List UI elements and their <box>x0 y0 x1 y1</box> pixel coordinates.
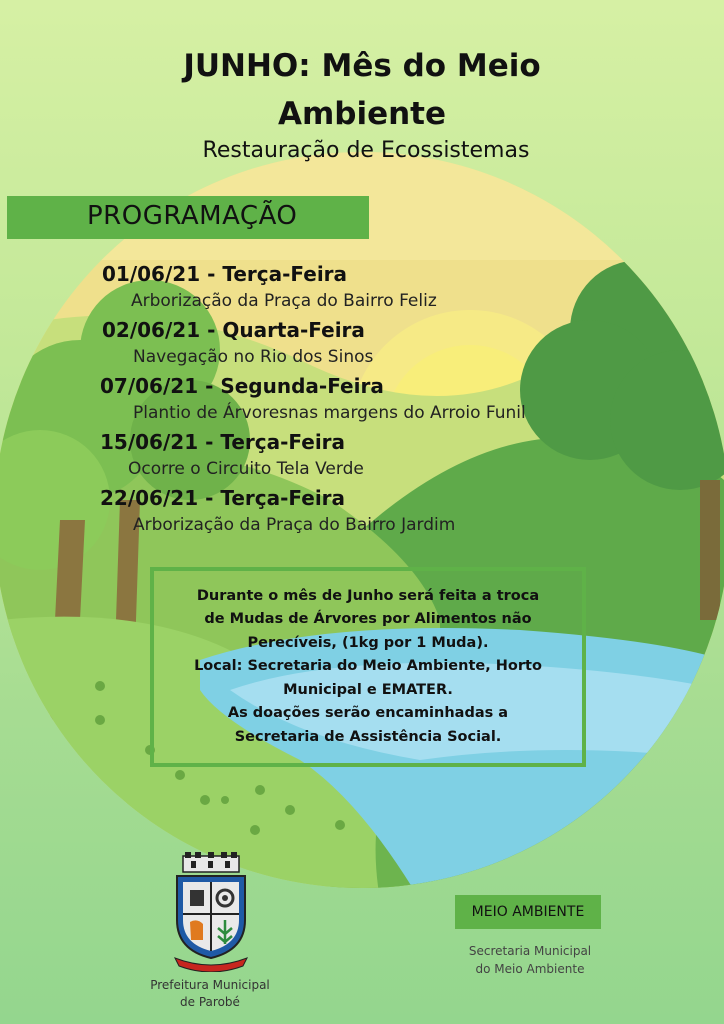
notice-line: As doações serão encaminhadas a <box>227 705 509 722</box>
notice-line: Local: Secretaria do Meio Ambiente, Horto <box>194 658 542 675</box>
notice-line: Secretaria de Assistência Social. <box>234 728 502 745</box>
notice-line: de Mudas de Árvores por Alimentos não <box>204 611 532 628</box>
notice-line: Municipal e EMATER. <box>283 681 453 698</box>
event-date: 22/06/21 - Terça-Feira <box>100 486 346 510</box>
prefeitura-label-line1: Prefeitura Municipal <box>150 978 270 992</box>
notice-line: Durante o mês de Junho será feita a troca <box>196 587 540 604</box>
event-description: Plantio de Árvoresnas margens do Arroio Funil <box>133 403 526 423</box>
programacao-banner <box>7 196 369 239</box>
event-description: Ocorre o Circuito Tela Verde <box>128 459 364 479</box>
event-date: 01/06/21 - Terça-Feira <box>102 262 348 286</box>
event-date: 02/06/21 - Quarta-Feira <box>102 318 365 342</box>
programacao-label: PROGRAMAÇÃO <box>87 201 298 231</box>
event-date: 15/06/21 - Terça-Feira <box>100 430 346 454</box>
meio-ambiente-badge <box>455 895 601 929</box>
municipal-coat-of-arms-icon <box>173 850 249 972</box>
secretaria-label-line2: do Meio Ambiente <box>475 962 585 976</box>
event-description: Arborização da Praça do Bairro Feliz <box>131 291 437 311</box>
event-description: Arborização da Praça do Bairro Jardim <box>133 515 456 535</box>
donation-notice-box <box>150 567 586 767</box>
meio-ambiente-badge-label: MEIO AMBIENTE <box>471 904 585 920</box>
prefeitura-label-line2: de Parobé <box>180 995 240 1009</box>
page-subtitle: Restauração de Ecossistemas <box>202 138 530 163</box>
event-date: 07/06/21 - Segunda-Feira <box>100 374 384 398</box>
page-title-line2: Ambiente <box>277 96 447 132</box>
page-title-line1: JUNHO: Mês do Meio <box>183 48 541 84</box>
notice-line: Perecíveis, (1kg por 1 Muda). <box>247 634 489 651</box>
secretaria-label-line1: Secretaria Municipal <box>468 944 592 958</box>
event-description: Navegação no Rio dos Sinos <box>133 347 374 367</box>
